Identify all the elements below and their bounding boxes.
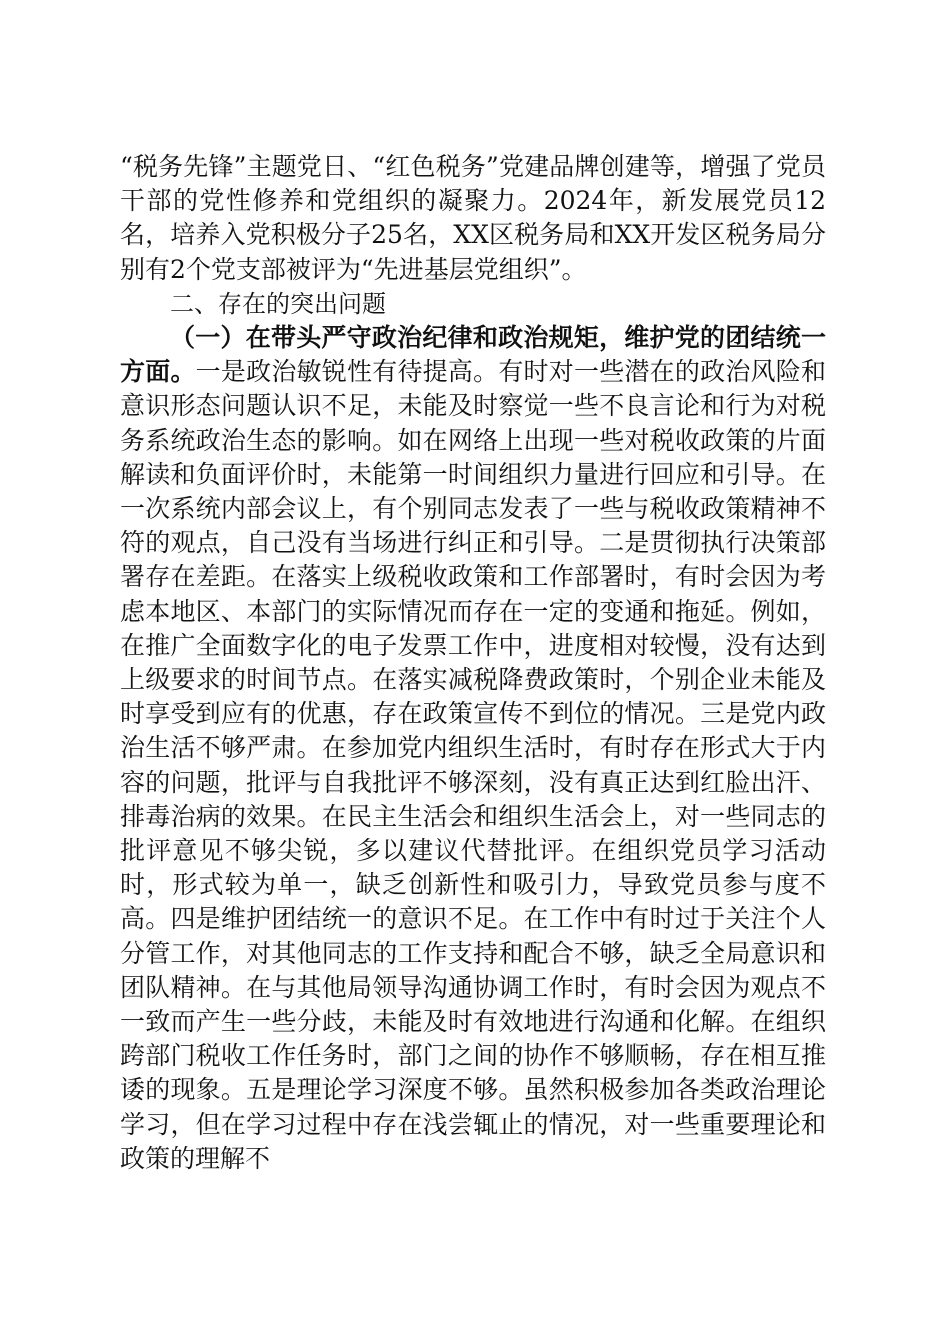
section-heading: 二、存在的突出问题 xyxy=(170,289,386,318)
document-page xyxy=(120,150,826,1176)
intro-paragraph: “税务先锋”主题党日、“红色税务”党建品牌创建等，增强了党员干部的党性修养和党组织的凝聚力。2024年，新发展党员12名，培养入党积极分子25名，XX区税务局和XX开发区税务局分别有2个党支部被评为“先进基层党组织”。 xyxy=(120,152,826,284)
subsection-heading: （一）在带头严守政治纪律和政治规矩，维护党的团结统一方面。 xyxy=(120,323,826,387)
subsection-body: 一是政治敏锐性有待提高。有时对一些潜在的政治风险和意识形态问题认识不足，未能及时察觉一些不良言论和行为对税务系统政治生态的影响。如在网络上出现一些对税收政策的片面解读和负面评价时，未能第一时间组织力量进行回应和引导。在一次系统内部会议上，有个别同志发表了一些与税收政策精神不符的观点，自己没有当场进行纠正和引导。二是贯彻执行决策部署存在差距。在落实上级税收政策和工作部署时，有时会因为考虑本地区、本部门的实际情况而存在一定的变通和拖延。例如，在推广全面数字化的电子发票工作中，进度相对较慢，没有达到上级要求的时间节点。在落实减税降费政策时，个别企业未能及时享受到应有的优惠，存在政策宣传不到位的情况。三是党内政治生活不够严肃。在参加党内组织生活时，有时存在形式大于内容的问题，批评与自我批评不够深刻，没有真正达到红脸出汗、排毒治病的效果。在民主生活会和组织生活会上，对一些同志的批评意见不够尖锐，多以建议代替批评。在组织党员学习活动时，形式较为单一，缺乏创新性和吸引力，导致党员参与度不高。四是维护团结统一的意识不足。在工作中有时过于关注个人分管工作，对其他同志的工作支持和配合不够，缺乏全局意识和团队精神。在与其他局领导沟通协调工作时，有时会因为观点不一致而产生一些分歧，未能及时有效地进行沟通和化解。在组织跨部门税收工作任务时，部门之间的协作不够顺畅，存在相互推诿的现象。五是理论学习深度不够。虽然积极参加各类政治理论学习，但在学习过程中存在浅尝辄止的情况，对一些重要理论和政策的理解不 xyxy=(120,357,826,1173)
subsection-paragraph xyxy=(120,321,826,1176)
